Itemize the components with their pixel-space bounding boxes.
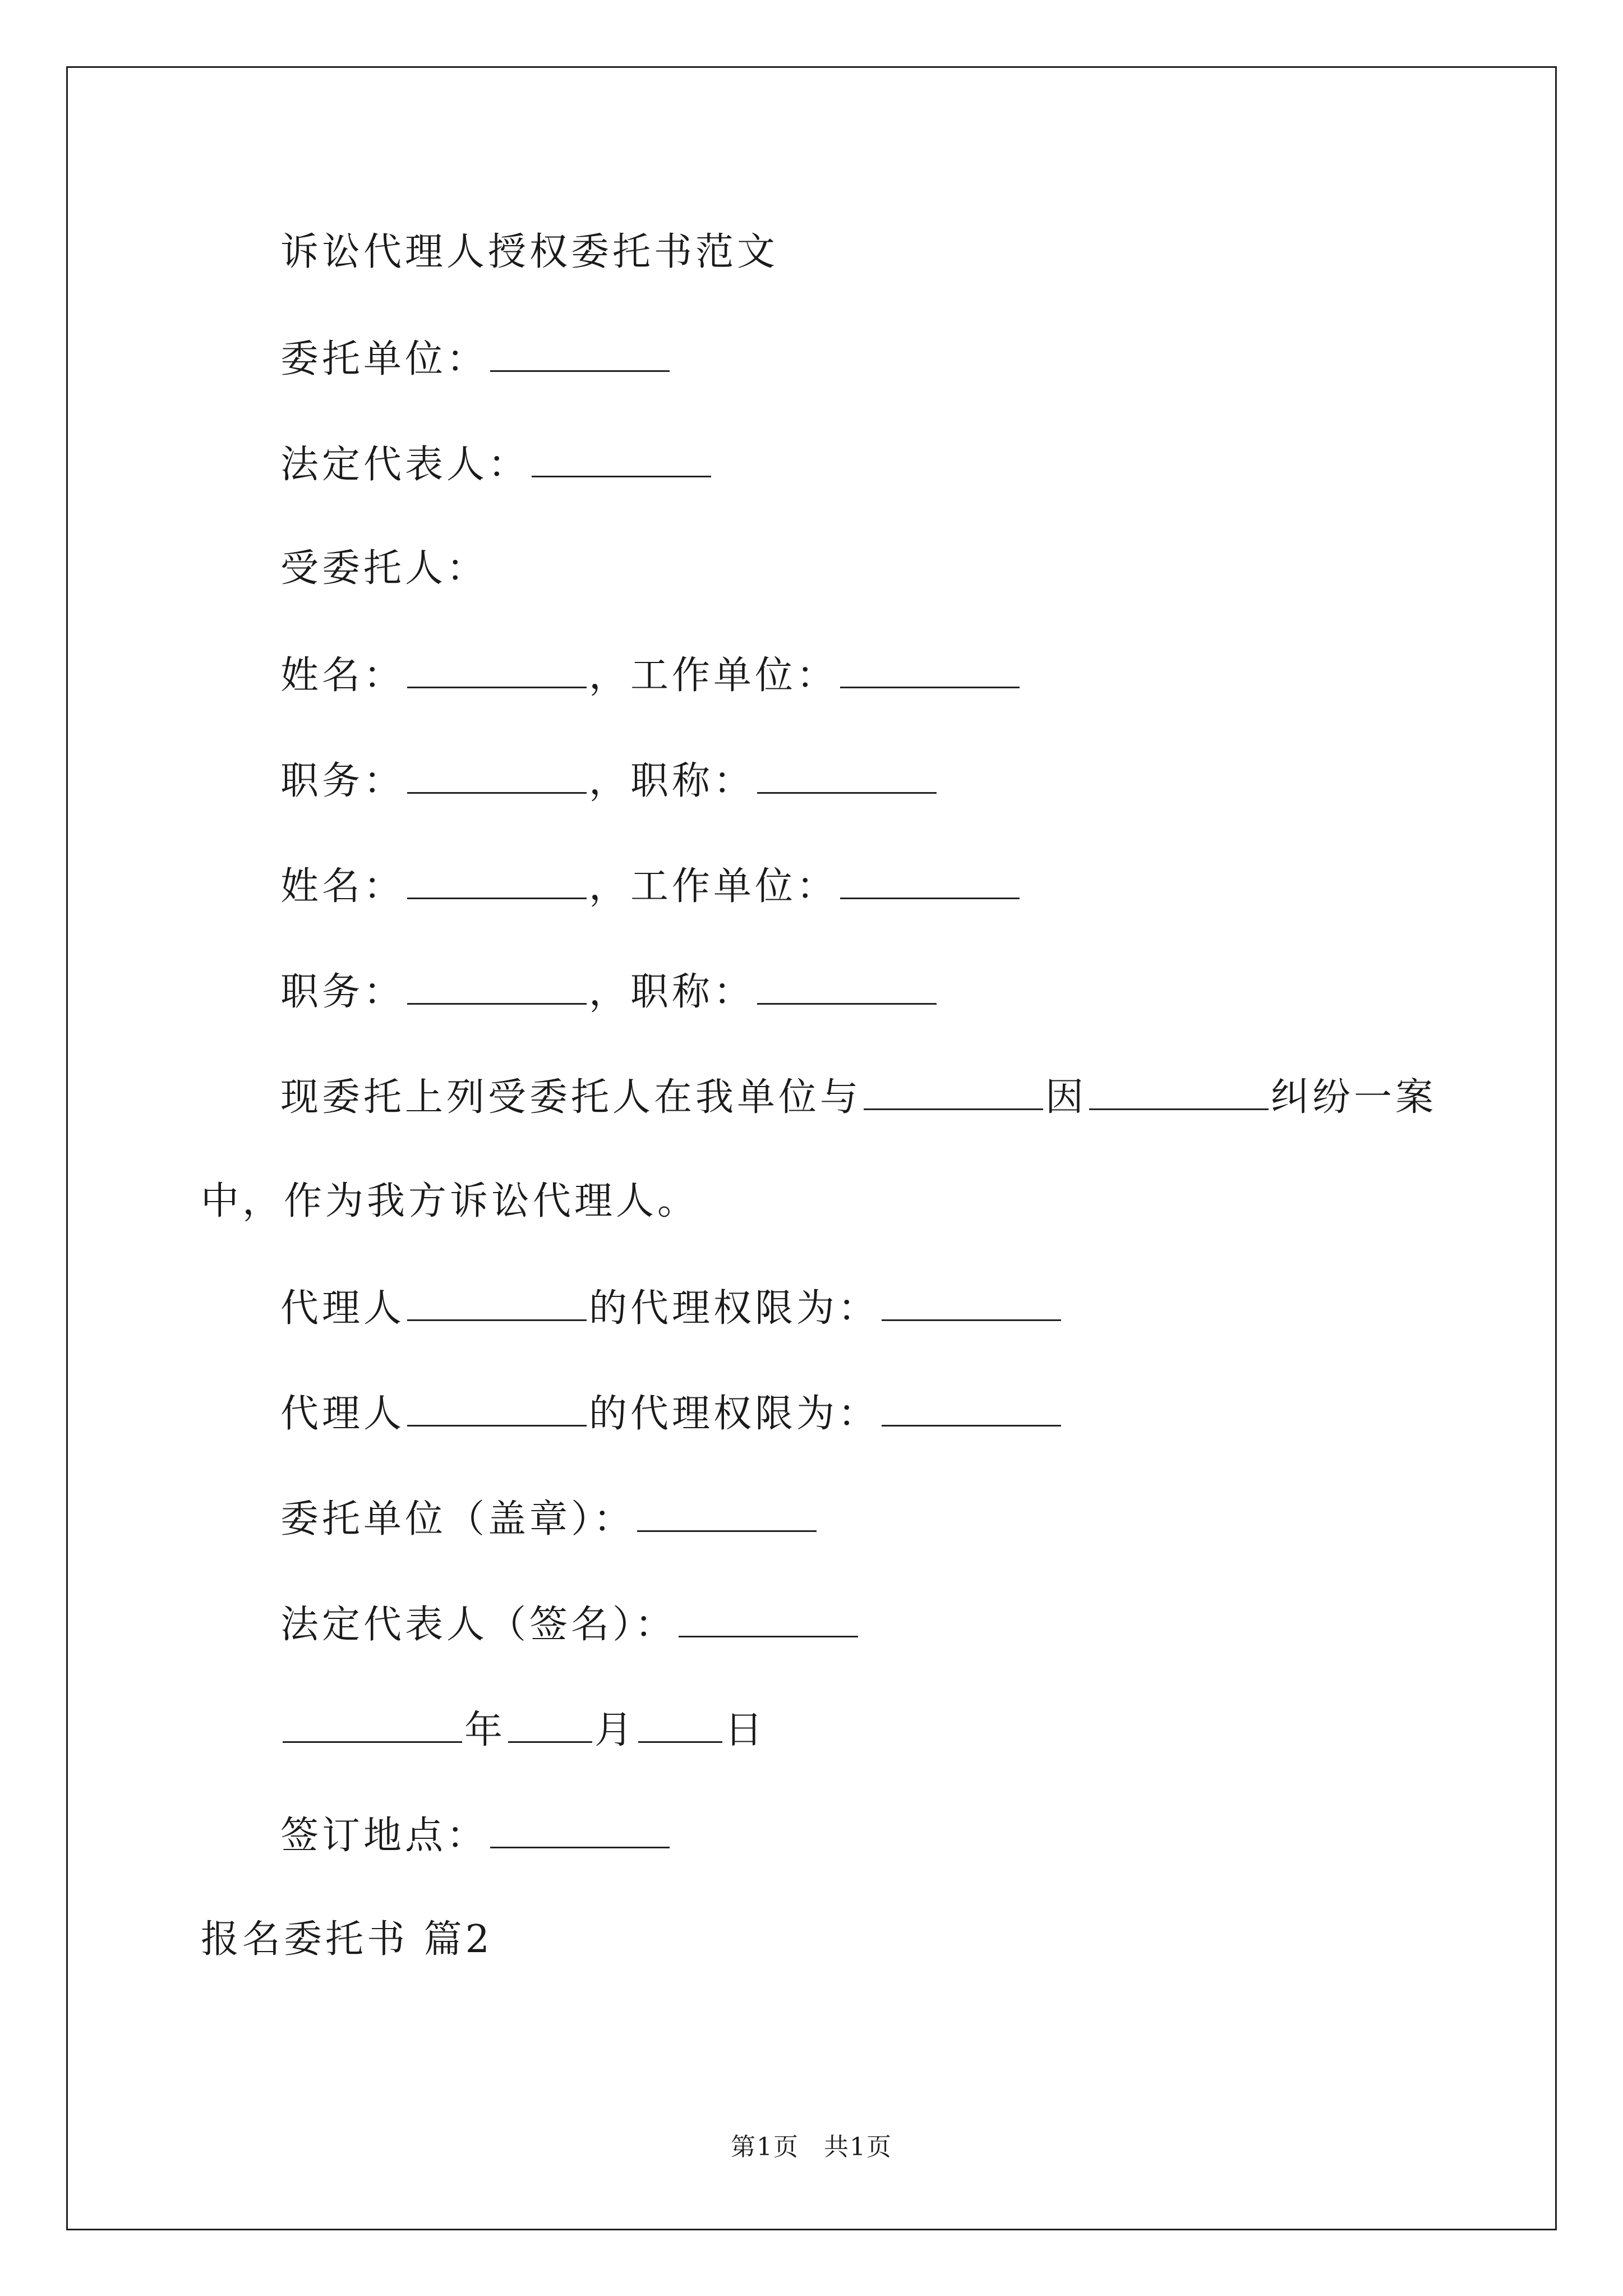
place-blank (490, 1812, 670, 1848)
entrust-paragraph-line1 (280, 1074, 1437, 1119)
agent2-title-blank (757, 968, 937, 1005)
authority2-agent-blank (407, 1390, 587, 1427)
entrust-paragraph-line2 (201, 1179, 699, 1224)
entrust-text-d: 中，作为我方诉讼代理人。 (201, 1179, 699, 1223)
legal-rep-row (280, 441, 713, 486)
agents-label: 受委托人： (280, 546, 488, 591)
agent2-position-label: 职务： (280, 970, 405, 1014)
entrusting-unit-label: 委托单位： (280, 337, 488, 381)
next-section-text: 报名委托书 篇2 (201, 1917, 493, 1962)
authority1-row (280, 1285, 1063, 1329)
page-border (66, 66, 1557, 2230)
agent2-workunit-blank (840, 863, 1020, 899)
seal-blank (637, 1496, 817, 1532)
entrusting-unit-row (280, 335, 672, 380)
document-title (280, 230, 778, 275)
date-year-blank (283, 1706, 462, 1743)
page-footer (0, 2132, 1623, 2163)
date-year-label: 年 (464, 1708, 506, 1752)
legal-rep-label: 法定代表人： (280, 443, 530, 487)
authority1-scope-blank (882, 1285, 1061, 1321)
agents-heading (280, 546, 488, 591)
agent2-name-blank (407, 863, 587, 899)
agent2-workunit-label: ，工作单位： (589, 864, 838, 909)
entrust-text-c: 纠纷一案 (1271, 1075, 1437, 1120)
signature-row (280, 1601, 860, 1646)
agent2-title-label: ，职称： (589, 970, 755, 1014)
page-total: 共1页 (824, 2133, 892, 2161)
agent1-name-blank (407, 652, 587, 688)
authority2-scope-blank (882, 1390, 1061, 1427)
agent1-name-label: 姓名： (280, 654, 405, 698)
agent1-workunit-blank (840, 652, 1020, 688)
date-row (280, 1706, 766, 1751)
entrust-text-b: 因 (1045, 1075, 1087, 1120)
date-month-label: 月 (594, 1708, 637, 1752)
seal-row (280, 1496, 819, 1540)
agent1-position-row (280, 757, 939, 802)
agent2-position-row (280, 968, 939, 1013)
agent1-name-row (280, 652, 1022, 697)
agent2-name-label: 姓名： (280, 864, 405, 909)
title-text: 诉讼代理人授权委托书范文 (280, 230, 779, 274)
agent1-position-label: 职务： (280, 759, 405, 803)
authority1-label-b: 的代理权限为： (589, 1286, 880, 1331)
seal-label: 委托单位（盖章）： (280, 1497, 635, 1542)
place-row (280, 1812, 672, 1857)
page-number: 第1页 (731, 2133, 799, 2161)
legal-rep-blank (532, 441, 711, 477)
agent2-name-row (280, 863, 1022, 908)
authority2-label-b: 的代理权限为： (589, 1392, 880, 1436)
entrusting-unit-blank (490, 335, 670, 372)
agent1-position-blank (407, 757, 587, 794)
entrust-text-a: 现委托上列受委托人在我单位与 (280, 1075, 862, 1120)
agent1-workunit-label: ，工作单位： (589, 654, 838, 698)
authority2-label-a: 代理人 (280, 1392, 405, 1436)
authority1-label-a: 代理人 (280, 1286, 405, 1331)
date-month-blank (508, 1706, 592, 1743)
date-day-blank (638, 1706, 722, 1743)
agent1-title-label: ，职称： (589, 759, 755, 803)
agent2-position-blank (407, 968, 587, 1005)
authority2-row (280, 1390, 1063, 1435)
signature-blank (679, 1601, 858, 1637)
authority1-agent-blank (407, 1285, 587, 1321)
dispute-cause-blank (1089, 1074, 1269, 1110)
date-day-label: 日 (725, 1708, 767, 1752)
signature-label: 法定代表人（签名）： (280, 1603, 677, 1647)
next-section-heading (201, 1917, 493, 1962)
agent1-title-blank (757, 757, 937, 794)
place-label: 签订地点： (280, 1814, 488, 1858)
opposing-party-blank (864, 1074, 1043, 1110)
